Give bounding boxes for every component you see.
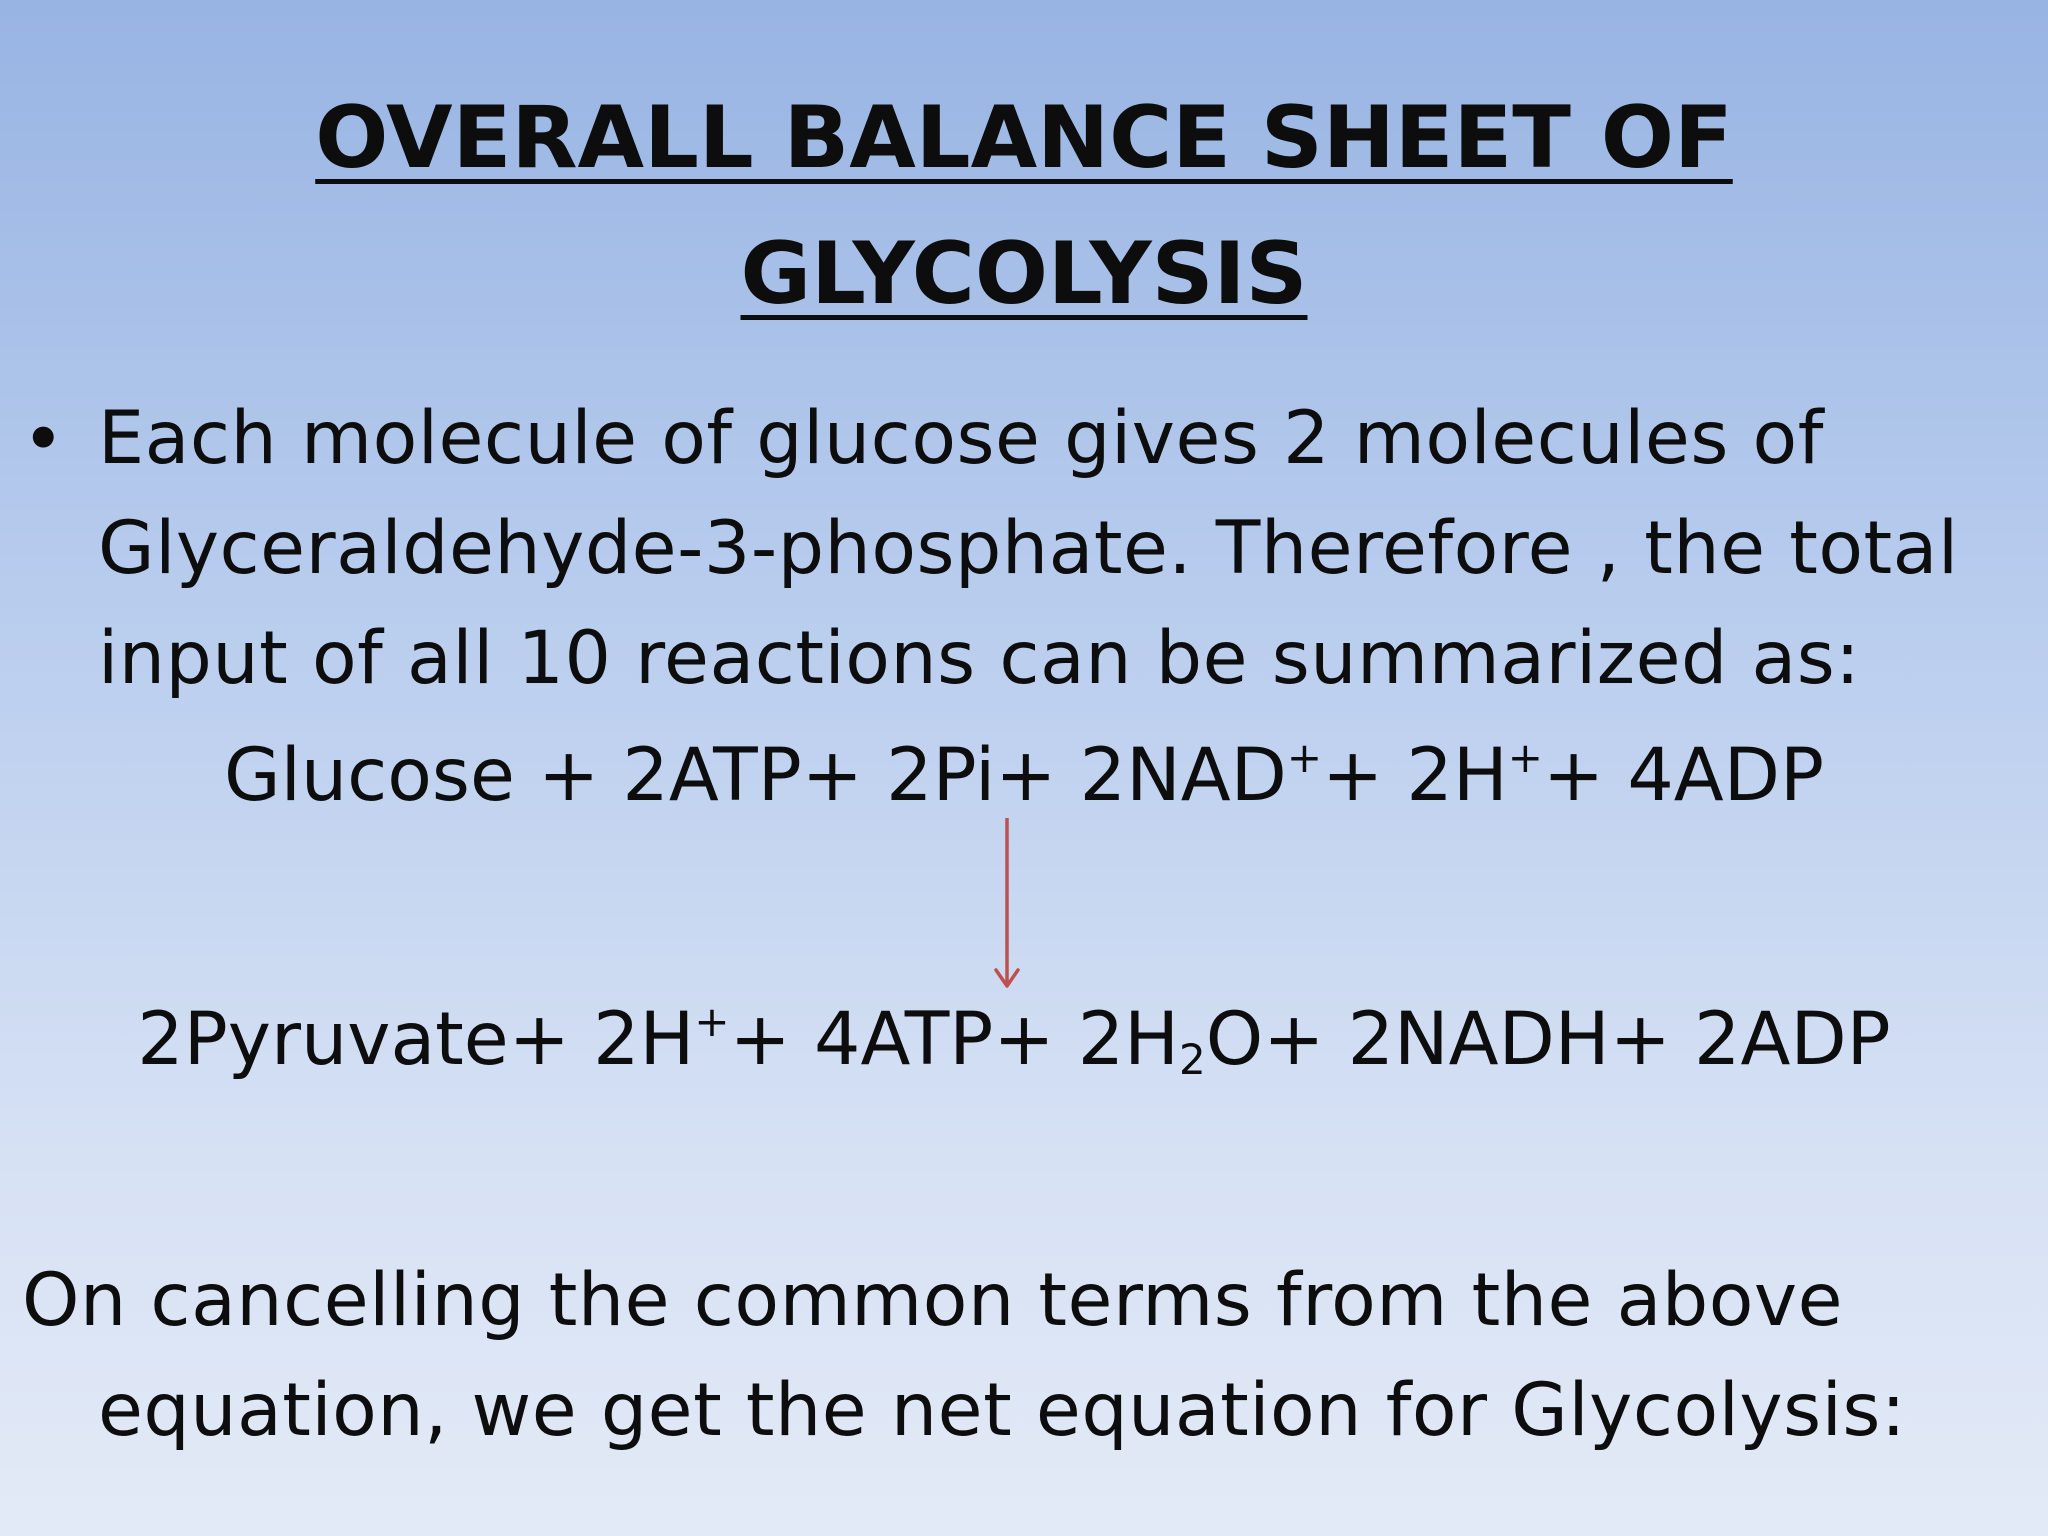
bullet-dot-icon: • [22, 397, 65, 481]
bullet-point [22, 384, 2012, 714]
net-intro-line-1: On cancelling the common terms from the above [22, 1258, 1843, 1343]
reactants-part-3: + 4ADP [1542, 733, 1824, 818]
net-intro-line-2: equation, we get the net equation for Glycolysis: [98, 1368, 1907, 1453]
reactants-part-2: + 2H [1322, 733, 1508, 818]
equation-products [0, 990, 2038, 1090]
reaction-arrow-icon [988, 818, 1026, 990]
products-part-1: 2Pyruvate+ 2H [137, 997, 695, 1082]
products-part-2: + 4ATP+ 2H [729, 997, 1180, 1082]
products-part-3: O+ 2NADH+ 2ADP [1205, 997, 1891, 1082]
bullet-text: Each molecule of glucose gives 2 molecules of Glyceraldehyde-3-phosphate. Therefore , the total input of all 10 reactions can be summarized as: [98, 396, 1959, 701]
products-sub-1: 2 [1179, 1035, 1206, 1084]
reactants-part-1: Glucose + 2ATP+ 2Pi+ 2NAD [224, 733, 1287, 818]
title-line-2: GLYCOLYSIS [740, 224, 1308, 324]
title-line-1: OVERALL BALANCE SHEET OF [315, 88, 1733, 188]
products-sup-1: + [694, 997, 730, 1046]
equation-reactants [0, 726, 2048, 826]
net-equation-intro [22, 1246, 2012, 1466]
slide-title [0, 70, 2048, 342]
reactants-sup-1: + [1286, 733, 1323, 782]
reactants-sup-2: + [1507, 733, 1543, 782]
